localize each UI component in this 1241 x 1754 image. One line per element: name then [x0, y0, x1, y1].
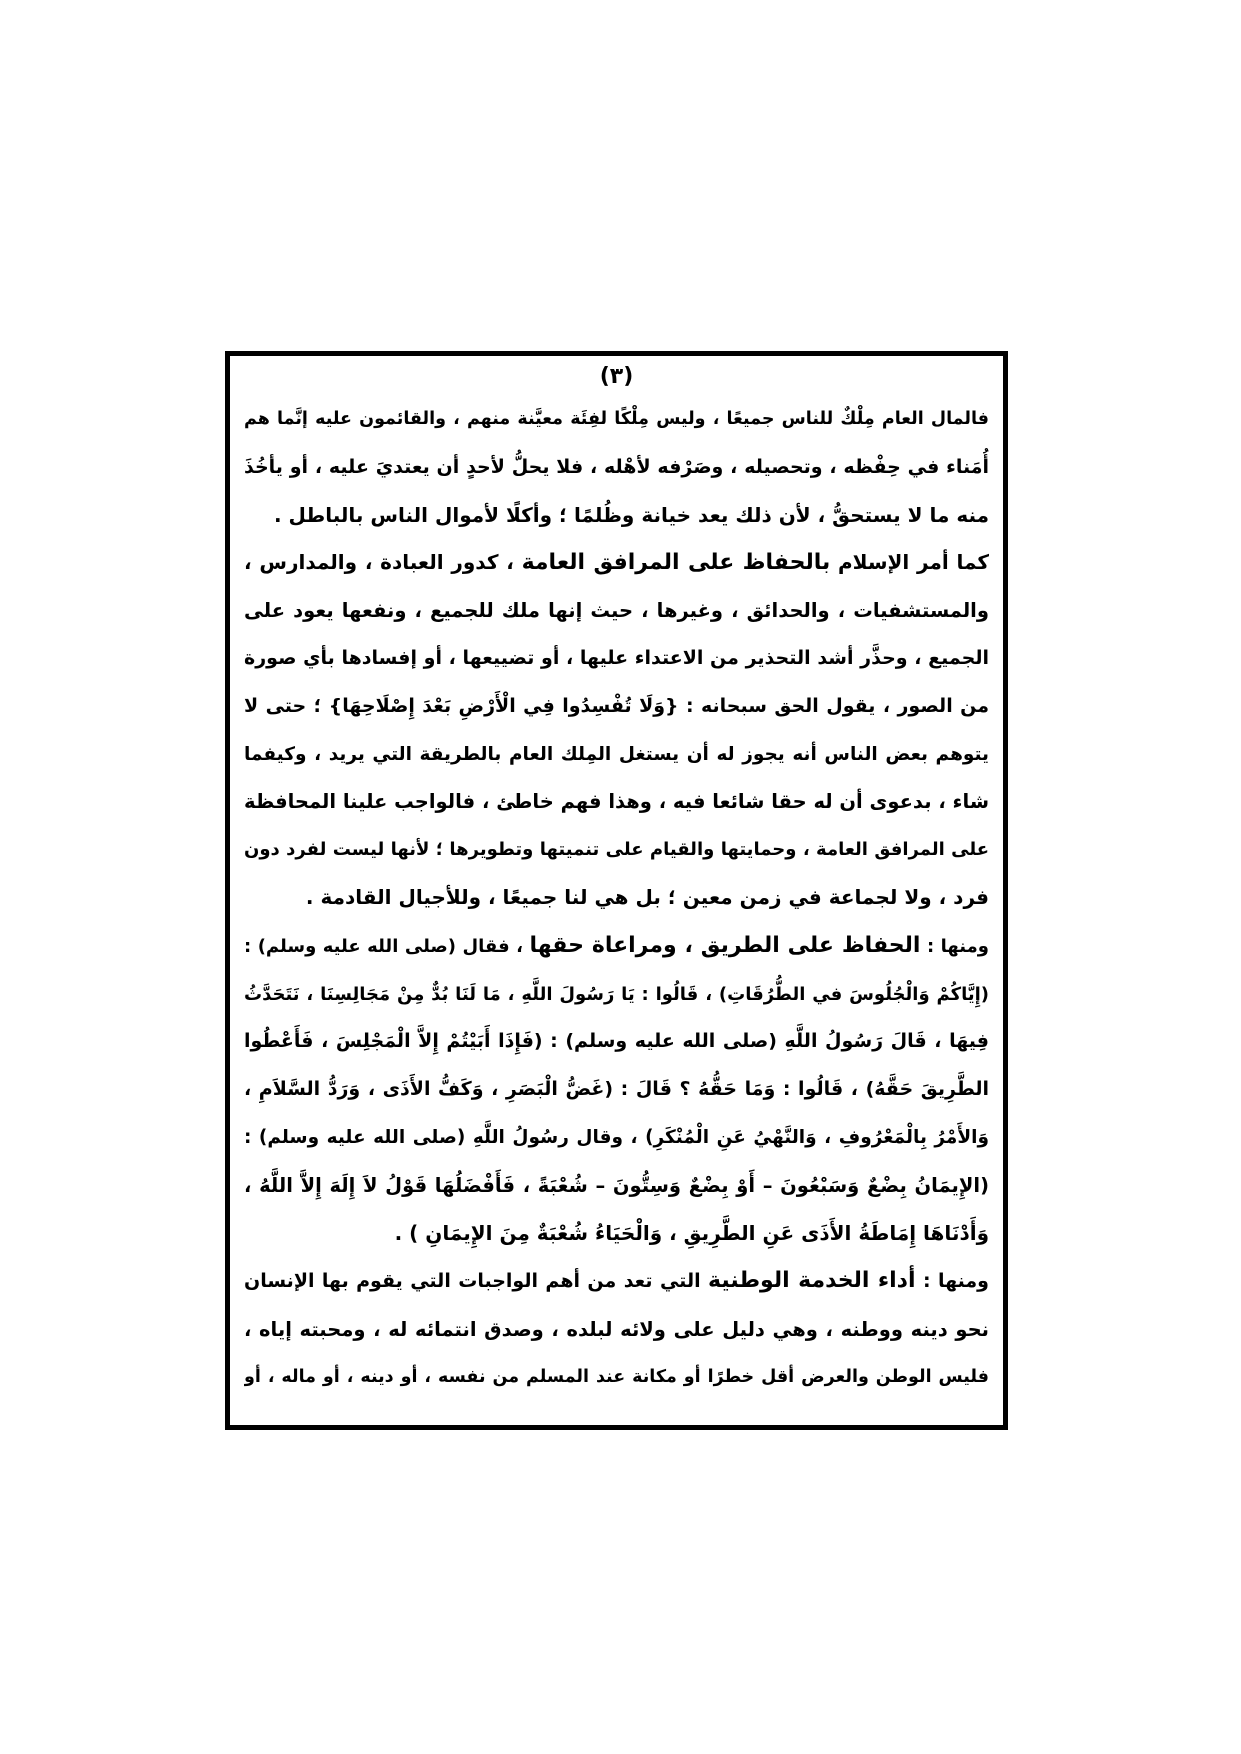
page-number: (٣) — [599, 364, 634, 389]
text-line: من الصور ، يقول الحق سبحانه : {وَلَا تُفْسِدُوا فِي الْأَرْضِ بَعْدَ إِصْلَاحِهَا} ؛ حتى لا — [244, 694, 989, 717]
text-fragment: ومنها : — [922, 1270, 989, 1293]
text-line: الجميع ، وحذَّر أشد التحذير من الاعتداء عليها ، أو تضييعها ، أو إفسادها بأي صورة — [244, 646, 989, 669]
text-line: أُمَناء في حِفْظه ، وتحصيله ، وصَرْفه لأهْله ، فلا يحلُّ لأحدٍ أن يعتديَ عليه ، أو يأخُذَ — [244, 455, 989, 478]
text-line: فالمال العام مِلْكٌ للناس جميعًا ، وليس مِلْكًا لفِئَة معيَّنة منهم ، والقائمون عليه إنَّما هم — [244, 409, 989, 429]
text-line: (إِيَّاكُمْ وَالْجُلُوسَ في الطُّرُقَاتِ) ، قَالُوا : يَا رَسُولَ اللَّهِ ، مَا لَنَا بُدٌّ مِنْ مَجَالِسِنَا ، نَتَحَدَّثُ — [244, 983, 989, 1005]
text-fragment: ، كدور العبادة ، والمدارس ، — [244, 550, 514, 575]
text-line: يتوهم بعض الناس أنه يجوز له أن يستغل المِلك العام بالطريقة التي يريد ، وكيفما — [244, 743, 989, 765]
text-fragment: ، فقال (صلى الله عليه وسلم) : — [244, 935, 523, 957]
text-line: وَأَدْنَاهَا إِمَاطَةُ الأَذَى عَنِ الطَّرِيقِ ، وَالْحَيَاءُ شُعْبَةٌ مِنَ الإِيمَانِ ) . — [394, 1220, 989, 1245]
text-line: الطَّرِيقَ حَقَّهُ) ، قَالُوا : وَمَا حَقُّهُ ؟ قَالَ : (غَضُّ الْبَصَرِ ، وَكَفُّ الأَذَى ، وَرَدُّ السَّلاَمِ ، — [244, 1078, 989, 1101]
text-line: وَالأَمْرُ بِالْمَعْرُوفِ ، وَالنَّهْيُ عَنِ الْمُنْكَرِ) ، وقال رسُولُ اللَّهِ (صلى الله عليه وسلم) : — [244, 1126, 989, 1148]
text-fragment: ومنها : — [926, 935, 989, 957]
text-line: شاء ، بدعوى أن له حقا شائعا فيه ، وهذا فهم خاطئ ، فالواجب علينا المحافظة — [244, 790, 989, 814]
paragraph-national-service — [244, 1257, 989, 1401]
text-line: منه ما لا يستحقُّ ، لأن ذلك يعد خيانة وظُلمًا ؛ وأكلًا لأموال الناس بالباطل . — [273, 502, 989, 527]
highlight-heading: أداء الخدمة الوطنية — [708, 1268, 916, 1294]
text-line: نحو دينه ووطنه ، وهي دليل على ولائه لبلده ، وصدق انتمائه له ، ومحبته إياه ، — [244, 1318, 989, 1342]
paragraph-public-facilities — [244, 539, 989, 921]
page-body — [244, 396, 989, 1402]
text-fragment: كما أمر الإسلام — [838, 550, 989, 575]
text-line-with-heading — [244, 1257, 989, 1306]
text-line-with-heading — [244, 539, 989, 587]
highlight-heading: بالحفاظ على المرافق العامة — [521, 550, 831, 576]
text-line: على المرافق العامة ، وحمايتها والقيام على تنميتها وتطويرها ؛ لأنها ليست لفرد دون — [244, 839, 989, 861]
highlight-heading: الحفاظ على الطريق ، ومراعاة حقها — [529, 932, 921, 958]
paragraph-public-money — [244, 396, 989, 539]
text-line-with-heading — [244, 922, 989, 971]
text-line: (الإِيمَانُ بِضْعٌ وَسَبْعُونَ – أَوْ بِضْعٌ وَسِتُّونَ – شُعْبَةً ، فَأَفْضَلُهَا قَوْلُ لاَ إِلَهَ إِلاَّ اللَّهُ ، — [244, 1173, 989, 1197]
paragraph-road-rights — [244, 922, 989, 1258]
text-line: فرد ، ولا لجماعة في زمن معين ؛ بل هي لنا جميعًا ، وللأجيال القادمة . — [305, 884, 989, 909]
text-line: فِيهَا ، قَالَ رَسُولُ اللَّهِ (صلى الله عليه وسلم) : (فَإِذَا أَبَيْتُمْ إِلاَّ الْمَجْلِسَ ، فَأَعْطُوا — [244, 1030, 989, 1053]
text-fragment: التي تعد من أهم الواجبات التي يقوم بها الإنسان — [244, 1270, 701, 1293]
page-border-frame — [225, 351, 1008, 1430]
text-line: فليس الوطن والعرض أقل خطرًا أو مكانة عند المسلم من نفسه ، أو دينه ، أو ماله ، أو — [244, 1366, 989, 1387]
text-line: والمستشفيات ، والحدائق ، وغيرها ، حيث إنها ملك للجميع ، ونفعها يعود على — [244, 599, 989, 623]
